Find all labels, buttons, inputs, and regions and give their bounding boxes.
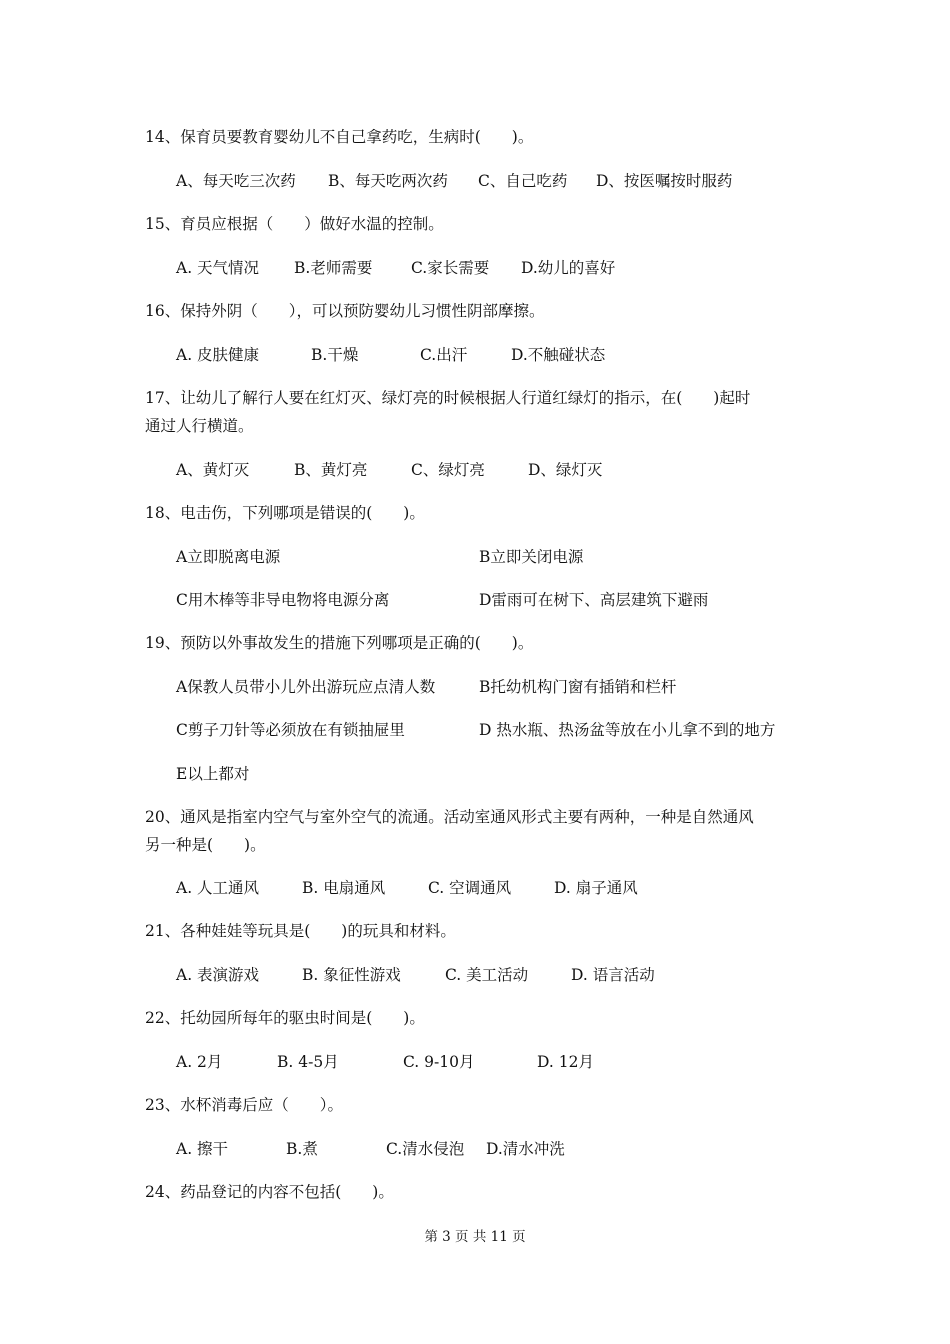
question-21-option-a: A. 表演游戏: [176, 966, 260, 984]
question-23-option-d: D.清水冲洗: [486, 1140, 565, 1158]
question-14-option-a: A、每天吃三次药: [176, 172, 296, 190]
question-17-option-b: B、黄灯亮: [294, 461, 368, 479]
question-18-option-d: D雷雨可在树下、高层建筑下避雨: [479, 591, 709, 609]
question-22-option-c: C. 9-10月: [403, 1053, 475, 1071]
question-22-option-b: B. 4-5月: [277, 1053, 339, 1071]
question-17-option-d: D、绿灯灭: [528, 461, 603, 479]
question-16-option-b: B.干燥: [311, 346, 359, 364]
question-18-option-b: B立即关闭电源: [479, 548, 584, 566]
question-21-option-d: D. 语言活动: [571, 966, 655, 984]
question-19-option-c: C剪子刀针等必须放在有锁抽屉里: [176, 721, 405, 739]
question-17-stem-line-2: 通过人行横道。: [145, 417, 254, 435]
question-19-option-d: D 热水瓶、热汤盆等放在小儿拿不到的地方: [479, 721, 776, 739]
question-19-option-b: B托幼机构门窗有插销和栏杆: [479, 678, 677, 696]
question-23-option-c: C.清水侵泡: [386, 1140, 465, 1158]
question-18-option-a: A立即脱离电源: [176, 548, 281, 566]
question-14-stem: 14、保育员要教育婴幼儿不自己拿药吃，生病时( )。: [145, 128, 534, 146]
question-16-stem: 16、保持外阴（ ），可以预防婴幼儿习惯性阴部摩擦。: [145, 302, 545, 320]
question-22-stem: 22、托幼园所每年的驱虫时间是( )。: [145, 1009, 425, 1027]
question-14-option-c: C、自己吃药: [478, 172, 568, 190]
question-21-option-c: C. 美工活动: [445, 966, 529, 984]
question-17-option-c: C、绿灯亮: [411, 461, 485, 479]
question-19-option-a: A保教人员带小儿外出游玩应点清人数: [176, 678, 436, 696]
question-17-option-a: A、黄灯灭: [176, 461, 250, 479]
question-23-option-b: B.煮: [286, 1140, 318, 1158]
question-19-stem: 19、预防以外事故发生的措施下列哪项是正确的( )。: [145, 634, 534, 652]
question-20-option-d: D. 扇子通风: [554, 879, 638, 897]
question-15-option-a: A. 天气情况: [176, 259, 260, 277]
question-14-option-d: D、按医嘱按时服药: [596, 172, 733, 190]
question-16-option-d: D.不触碰状态: [511, 346, 606, 364]
question-22-option-a: A. 2月: [176, 1053, 223, 1071]
question-20-option-c: C. 空调通风: [428, 879, 512, 897]
question-23-stem: 23、水杯消毒后应（ ）。: [145, 1096, 343, 1114]
question-21-option-b: B. 象征性游戏: [302, 966, 401, 984]
question-17-stem-line-1: 17、让幼儿了解行人要在红灯灭、绿灯亮的时候根据人行道红绿灯的指示，在( )起时: [145, 389, 751, 407]
question-22-option-d: D. 12月: [537, 1053, 594, 1071]
question-15-option-d: D.幼儿的喜好: [521, 259, 616, 277]
question-19-option-e: E以上都对: [176, 765, 250, 783]
question-15-option-b: B.老师需要: [294, 259, 373, 277]
question-23-option-a: A. 擦干: [176, 1140, 229, 1158]
page-footer: 第 3 页 共 11 页: [424, 1229, 526, 1245]
question-20-option-b: B. 电扇通风: [302, 879, 386, 897]
question-14-option-b: B、每天吃两次药: [328, 172, 448, 190]
question-20-stem-line-1: 20、通风是指室内空气与室外空气的流通。活动室通风形式主要有两种，一种是自然通风: [145, 808, 754, 826]
question-21-stem: 21、各种娃娃等玩具是( )的玩具和材料。: [145, 922, 456, 940]
question-20-option-a: A. 人工通风: [176, 879, 260, 897]
question-16-option-c: C.出汗: [420, 346, 468, 364]
question-18-option-c: C用木棒等非导电物将电源分离: [176, 591, 390, 609]
question-18-stem: 18、电击伤，下列哪项是错误的( )。: [145, 504, 425, 522]
question-15-stem: 15、育员应根据（ ）做好水温的控制。: [145, 215, 444, 233]
question-15-option-c: C.家长需要: [411, 259, 490, 277]
question-16-option-a: A. 皮肤健康: [176, 346, 260, 364]
question-20-stem-line-2: 另一种是( )。: [145, 836, 266, 854]
question-24-stem: 24、药品登记的内容不包括( )。: [145, 1183, 394, 1201]
